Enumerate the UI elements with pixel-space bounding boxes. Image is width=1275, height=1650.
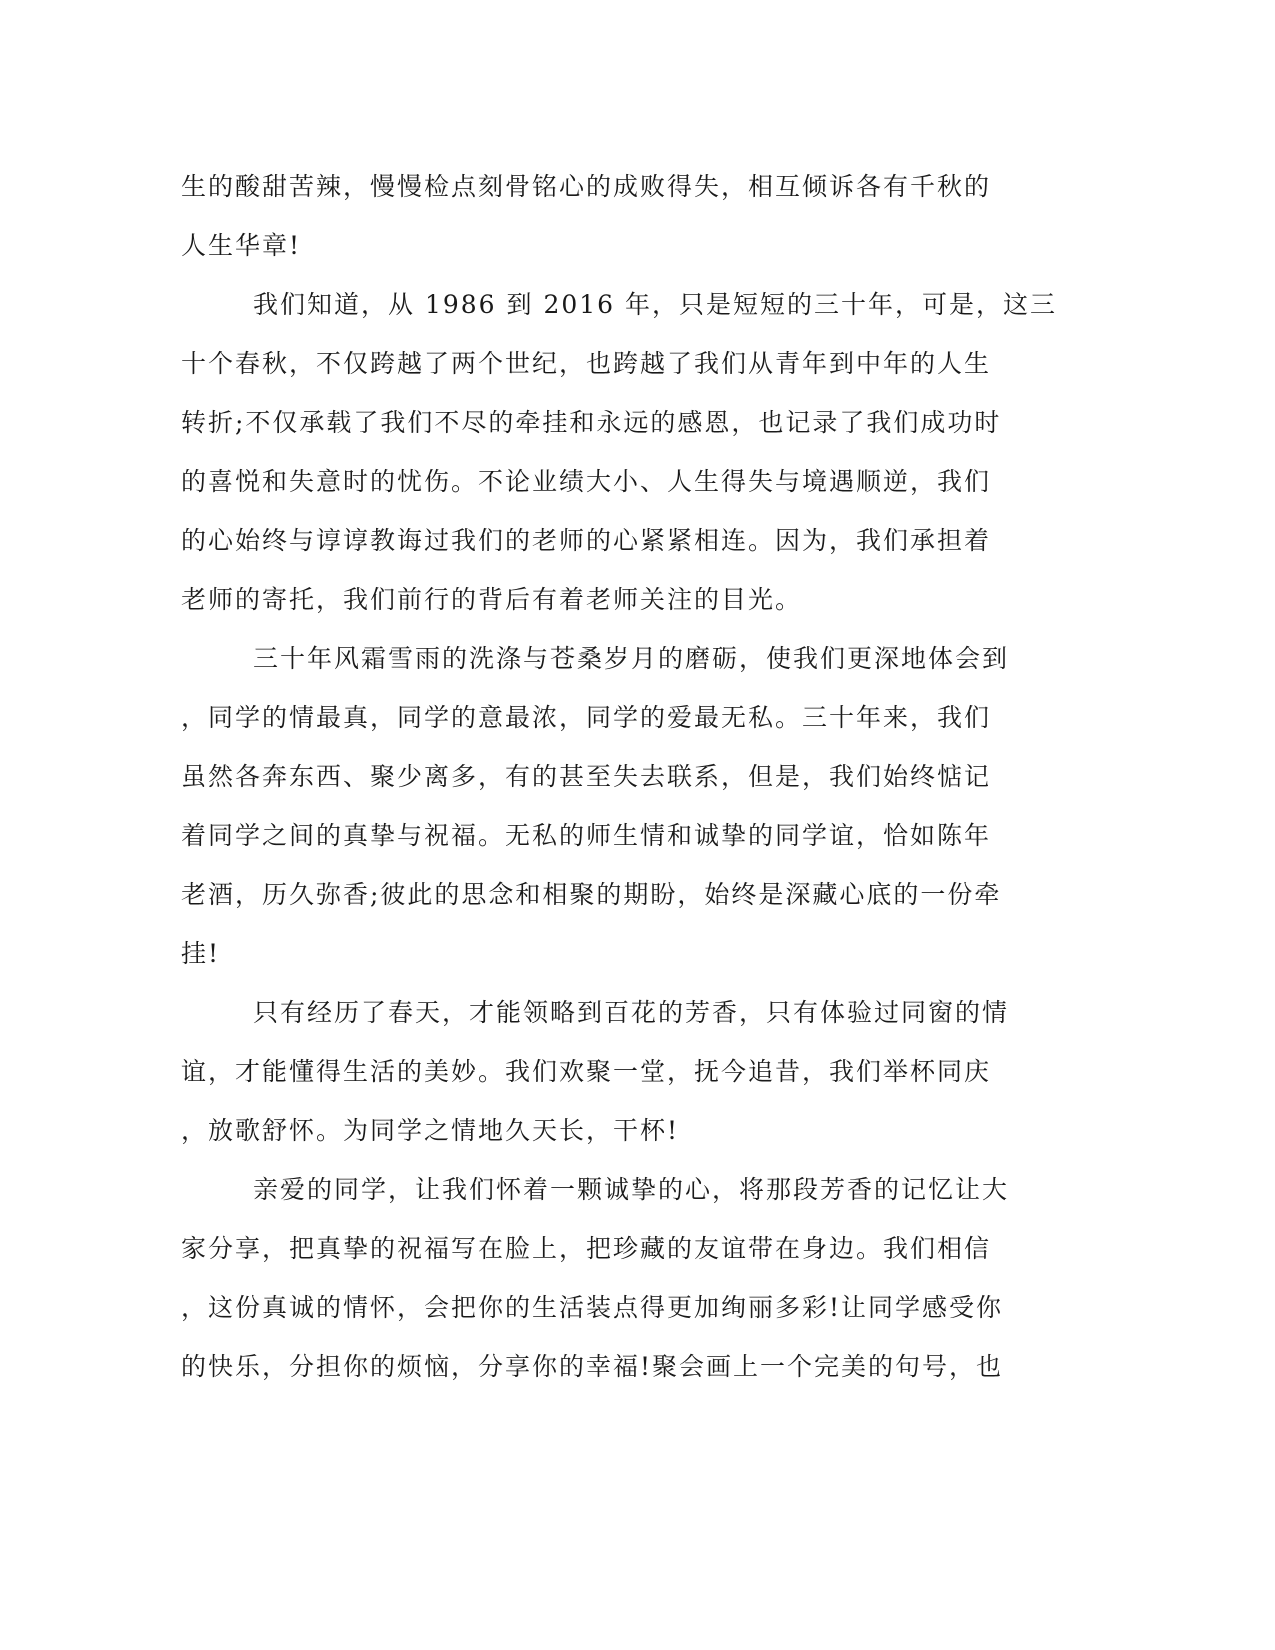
paragraph-3 [181,629,1031,983]
paragraph-5 [181,1160,1031,1396]
text-line: 亲爱的同学，让我们怀着一颗诚挚的心，将那段芳香的记忆让大 [253,1175,1010,1204]
text-line: 生的酸甜苦辣，慢慢检点刻骨铭心的成败得失，相互倾诉各有千秋的 [181,172,992,201]
text-line: 转折;不仅承载了我们不尽的牵挂和永远的感恩，也记录了我们成功时 [181,408,1002,437]
text-line: 人生华章! [181,231,302,260]
text-line: 老师的寄托，我们前行的背后有着老师关注的目光。 [181,585,803,614]
paragraph-2 [181,275,1058,629]
text-line: 虽然各奔东西、聚少离多，有的甚至失去联系，但是，我们始终惦记 [181,762,992,791]
text-line: ，这份真诚的情怀，会把你的生活装点得更加绚丽多彩!让同学感受你 [181,1293,1004,1322]
text-line: 三十年风霜雪雨的洗涤与苍桑岁月的磨砺，使我们更深地体会到 [253,644,1010,673]
text-line: 的喜悦和失意时的忧伤。不论业绩大小、人生得失与境遇顺逆，我们 [181,467,992,496]
text-line: 十个春秋，不仅跨越了两个世纪，也跨越了我们从青年到中年的人生 [181,349,992,378]
document-body [181,157,1058,1396]
text-line: 老酒，历久弥香;彼此的思念和相聚的期盼，始终是深藏心底的一份牵 [181,880,1002,909]
text-line: 只有经历了春天，才能领略到百花的芳香，只有体验过同窗的情 [253,998,1010,1027]
text-line: 着同学之间的真挚与祝福。无私的师生情和诚挚的同学谊，恰如陈年 [181,821,992,850]
paragraph-4 [181,983,1031,1160]
text-line: ，同学的情最真，同学的意最浓，同学的爱最无私。三十年来，我们 [181,703,992,732]
text-line: 家分享，把真挚的祝福写在脸上，把珍藏的友谊带在身边。我们相信 [181,1234,992,1263]
paragraph-1 [181,157,1031,275]
text-line: 挂! [181,939,221,968]
text-line: 我们知道，从 1986 到 2016 年，只是短短的三十年，可是，这三 [253,290,1058,319]
text-line: 谊，才能懂得生活的美妙。我们欢聚一堂，抚今追昔，我们举杯同庆 [181,1057,992,1086]
text-line: 的心始终与谆谆教诲过我们的老师的心紧紧相连。因为，我们承担着 [181,526,992,555]
text-line: ，放歌舒怀。为同学之情地久天长，干杯! [181,1116,680,1145]
text-line: 的快乐，分担你的烦恼，分享你的幸福!聚会画上一个完美的句号，也 [181,1352,1004,1381]
